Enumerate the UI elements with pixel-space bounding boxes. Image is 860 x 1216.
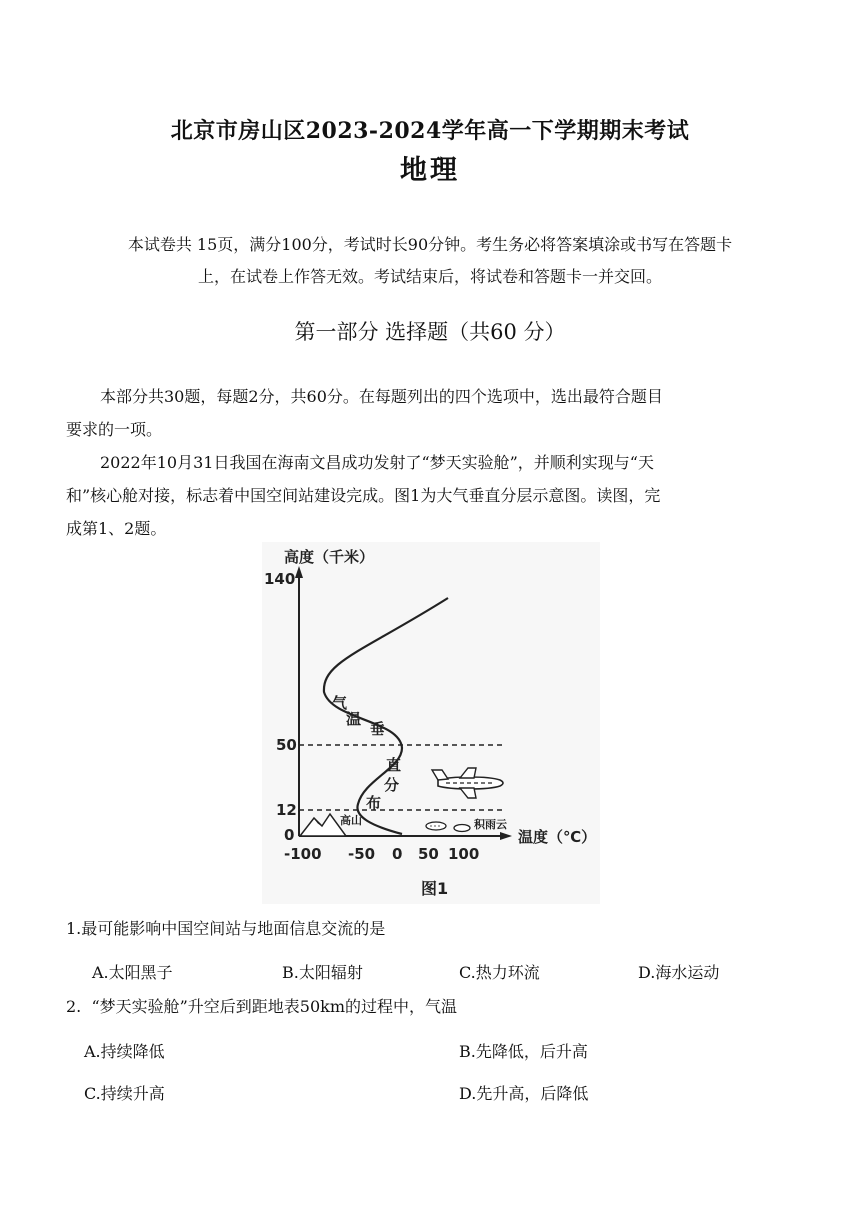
passage-line-1: 2022年10月31日我国在海南文昌成功发射了“梦天实验舱”，并顺利实现与“天 <box>100 453 654 472</box>
figure-1 <box>262 542 600 904</box>
section-heading: 第一部分 选择题（共60 分） <box>294 320 566 344</box>
curve-label-wen: 温 <box>346 710 362 728</box>
cloud-label: 积雨云 <box>474 818 507 831</box>
curve-label-zhi: 直 <box>386 756 402 774</box>
exam-title: 北京市房山区2023-2024学年高一下学期期末考试 <box>170 118 690 144</box>
q2-option-b[interactable]: B.先降低，后升高 <box>459 1042 588 1061</box>
x-tick-0: 0 <box>392 845 403 863</box>
y-tick-50: 50 <box>276 736 297 754</box>
q1-option-c[interactable]: C.热力环流 <box>459 963 540 982</box>
y-tick-0: 0 <box>284 826 295 844</box>
subject-title: 地理 <box>400 155 460 186</box>
x-tick-50: 50 <box>418 845 439 863</box>
q1-option-a[interactable]: A.太阳黑子 <box>92 963 173 982</box>
notice-line-2: 上，在试卷上作答无效。考试结束后，将试卷和答题卡一并交回。 <box>197 267 662 286</box>
q1-option-d[interactable]: D.海水运动 <box>638 963 720 982</box>
passage-line-2: 和”核心舱对接，标志着中国空间站建设完成。图1为大气垂直分层示意图。读图，完 <box>66 486 661 505</box>
q2-option-a[interactable]: A.持续降低 <box>84 1042 165 1061</box>
x-axis-label: 温度（℃） <box>518 828 597 846</box>
question-1-stem: 1.最可能影响中国空间站与地面信息交流的是 <box>66 919 386 938</box>
figure-caption: 图1 <box>421 879 449 898</box>
y-tick-140: 140 <box>264 570 296 588</box>
x-tick-minus100: -100 <box>284 845 322 863</box>
q2-option-d[interactable]: D.先升高，后降低 <box>459 1084 589 1103</box>
mountain-label: 高山 <box>340 814 362 827</box>
y-axis-label: 高度（千米） <box>284 548 375 566</box>
x-tick-minus50: -50 <box>348 845 376 863</box>
atmosphere-diagram <box>262 542 600 904</box>
section-intro-line-1: 本部分共30题，每题2分，共60分。在每题列出的四个选项中，选出最符合题目 <box>100 387 663 406</box>
passage-line-3: 成第1、2题。 <box>66 519 167 538</box>
x-tick-100: 100 <box>448 845 480 863</box>
q2-option-c[interactable]: C.持续升高 <box>84 1084 165 1103</box>
notice-line-1: 本试卷共 15页，满分100分，考试时长90分钟。考生务必将答案填涂或书写在答题卡 <box>127 235 733 254</box>
q1-option-b[interactable]: B.太阳辐射 <box>282 963 363 982</box>
curve-label-chui: 垂 <box>370 720 386 738</box>
curve-label-bu: 布 <box>366 794 382 812</box>
y-tick-12: 12 <box>276 801 297 819</box>
question-2-stem: 2. “梦天实验舱”升空后到距地表50km的过程中，气温 <box>66 997 458 1016</box>
curve-label-qi: 气 <box>332 694 348 712</box>
curve-label-fen: 分 <box>384 776 400 794</box>
section-intro-line-2: 要求的一项。 <box>66 420 163 439</box>
